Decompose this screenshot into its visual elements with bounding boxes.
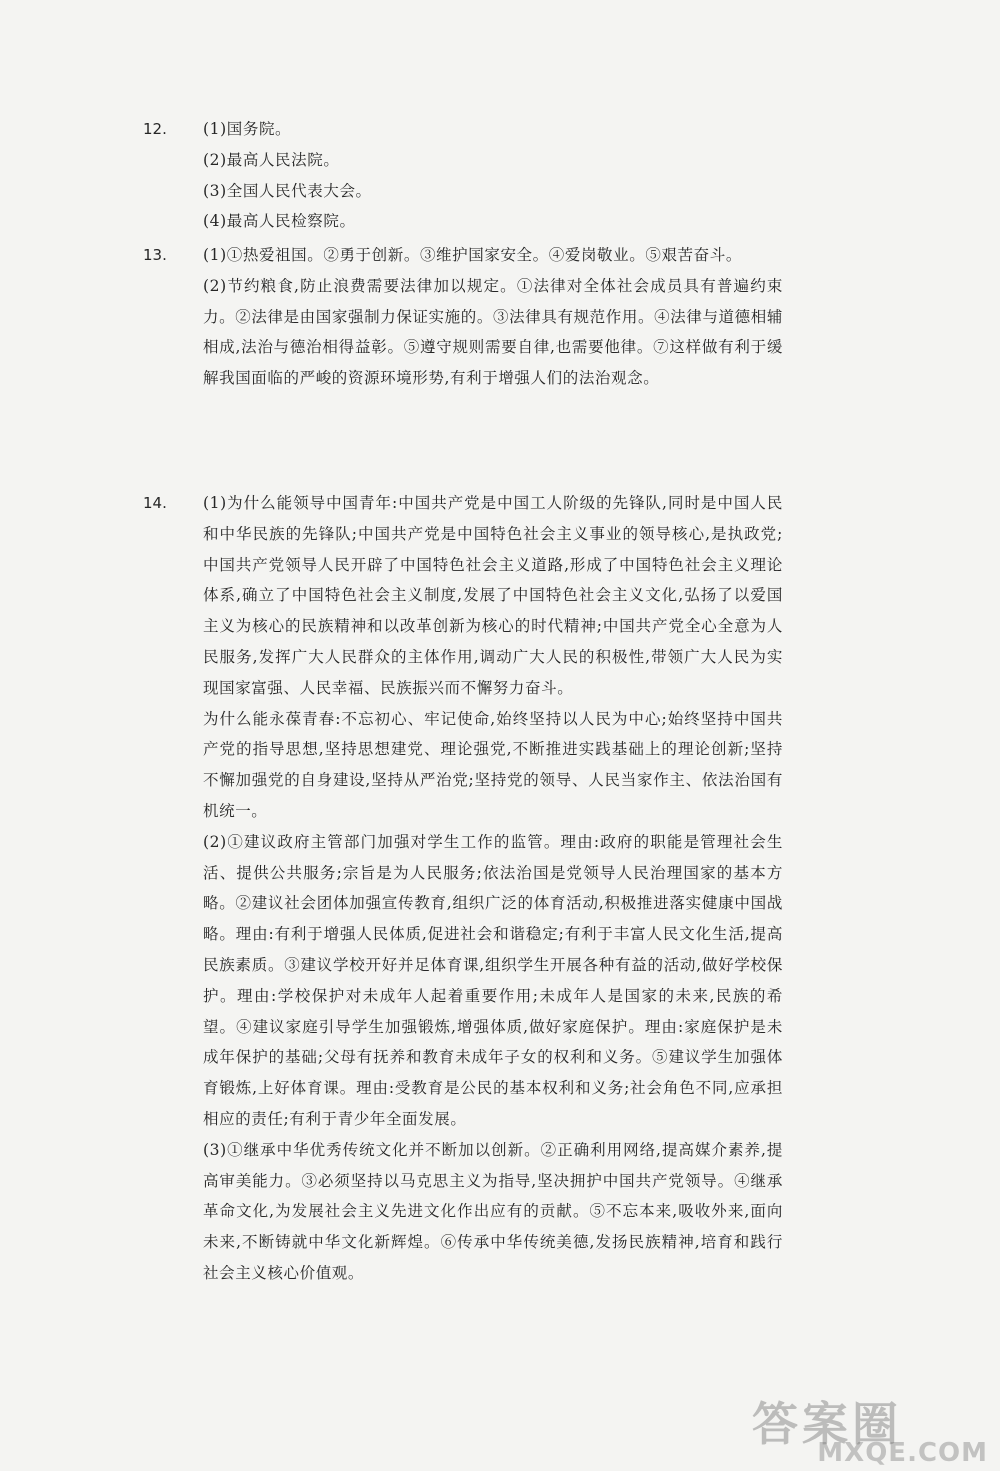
watermark-url: MXQE.COM	[817, 1438, 988, 1468]
item-number: 12.	[143, 120, 167, 138]
answer-paragraph: (1)为什么能领导中国青年:中国共产党是中国工人阶级的先锋队,同时是中国人民和中华民族的先锋队;中国共产党是中国特色社会主义事业的领导核心,是执政党;中国共产党领导人民开辟了中国特色社会主义道路,形成了中国特色社会主义理论体系,确立了中国特色社会主义制度,发展了中国特色社会主义文化,弘扬了以爱国主义为核心的民族精神和以改革创新为核心的时代精神;中国共产党全心全意为人民服务,发挥广大人民群众的主体作用,调动广大人民的积极性,带领广大人民为实现国家富强、人民幸福、民族振兴而不懈努力奋斗。	[203, 494, 783, 697]
site-watermark	[752, 1398, 992, 1468]
item-body	[203, 114, 783, 237]
item-body	[203, 240, 783, 394]
watermark-logo-text: 答案圈	[752, 1397, 902, 1451]
answer-paragraph: (2)最高人民法院。	[203, 150, 340, 169]
answer-paragraph: (1)国务院。	[203, 120, 292, 138]
item-number: 13.	[143, 246, 167, 264]
answer-paragraph: (3)全国人民代表大会。	[203, 181, 372, 200]
answer-paragraph: (2)节约粮食,防止浪费需要法律加以规定。①法律对全体社会成员具有普遍约束力。②法律是由国家强制力保证实施的。③法律具有规范作用。④法律与道德相辅相成,法治与德治相得益彰。⑤遵守规则需要自律,也需要他律。⑦这样做有利于缓解我国面临的严峻的资源环境形势,有利于增强人们的法治观念。	[203, 276, 783, 388]
item-number: 14.	[143, 494, 167, 512]
answer-paragraph: 为什么能永葆青春:不忘初心、牢记使命,始终坚持以人民为中心;始终坚持中国共产党的指导思想,坚持思想建党、理论强党,不断推进实践基础上的理论创新;坚持不懈加强党的自身建设,坚持从严治党;坚持党的领导、人民当家作主、依法治国有机统一。	[203, 709, 783, 820]
answer-paragraph: (2)①建议政府主管部门加强对学生工作的监管。理由:政府的职能是管理社会生活、提供公共服务;宗旨是为人民服务;依法治国是党领导人民治理国家的基本方略。②建议社会团体加强宣传教育,组织广泛的体育活动,积极推进落实健康中国战略。理由:有利于增强人民体质,促进社会和谐稳定;有利于丰富人民文化生活,提高民族素质。③建议学校开好并足体育课,组织学生开展各种有益的活动,做好学校保护。理由:学校保护对未成年人起着重要作用;未成年人是国家的未来,民族的希望。④建议家庭引导学生加强锻炼,增强体质,做好家庭保护。理由:家庭保护是未成年保护的基础;父母有抚养和教育未成年子女的权利和义务。⑤建议学生加强体育锻炼,上好体育课。理由:受教育是公民的基本权利和义务;社会角色不同,应承担相应的责任;有利于青少年全面发展。	[203, 832, 783, 1128]
answer-paragraph: (4)最高人民检察院。	[203, 212, 356, 231]
item-body	[203, 488, 783, 1289]
answer-paragraph: (1)①热爱祖国。②勇于创新。③维护国家安全。④爱岗敬业。⑤艰苦奋斗。	[203, 246, 742, 264]
answer-paragraph: (3)①继承中华优秀传统文化并不断加以创新。②正确利用网络,提高媒介素养,提高审美能力。③必须坚持以马克思主义为指导,坚决拥护中国共产党领导。④继承革命文化,为发展社会主义先进文化作出应有的贡献。⑤不忘本来,吸收外来,面向未来,不断铸就中华文化新辉煌。⑥传承中华传统美德,发扬民族精神,培育和践行社会主义核心价值观。	[203, 1140, 783, 1282]
